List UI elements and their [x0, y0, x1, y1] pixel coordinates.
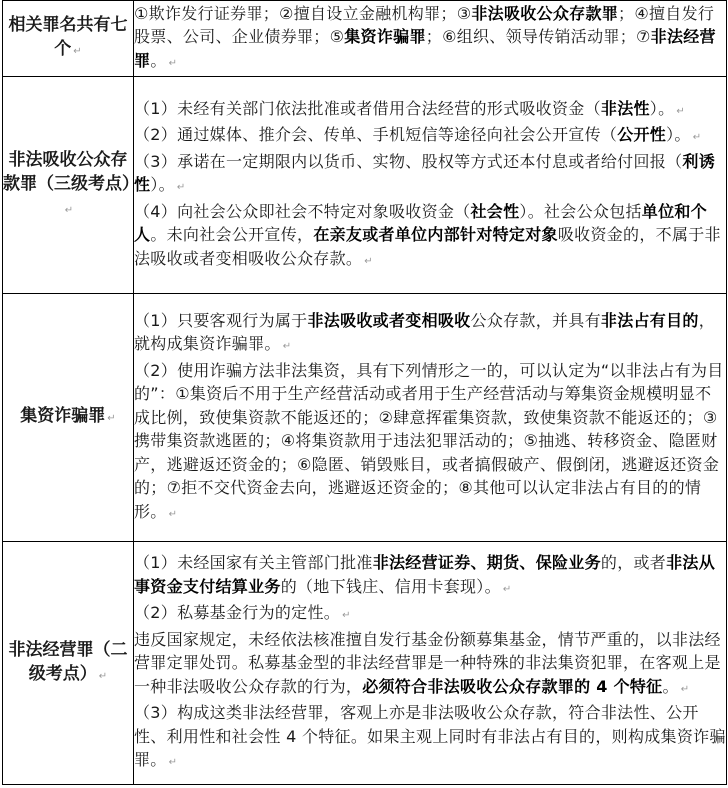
table-row-illegal-deposit	[3, 77, 727, 294]
table-row-illegal-business	[3, 542, 727, 785]
content-paragraph	[134, 200, 726, 274]
emphasis-text: 非法吸收公众存款罪	[471, 3, 619, 23]
emphasis-text: 社会性	[470, 201, 520, 221]
row-content	[134, 77, 727, 294]
content-paragraph	[134, 150, 726, 200]
body-text: （2）通过媒体、推介会、传单、手机短信等途径向社会公开宣传（	[134, 125, 618, 145]
emphasis-text: 非法性	[600, 98, 650, 118]
content-paragraph	[134, 628, 726, 702]
emphasis-text: 非法从事资金支付结算业务	[134, 553, 715, 596]
body-text: 公众存款，并具有	[470, 310, 601, 330]
paragraph-mark-icon: ↵	[98, 670, 108, 682]
paragraph-mark-icon: ↵	[364, 255, 373, 267]
crime-comparison-table	[2, 0, 727, 785]
body-text: 违反国家规定，未经依法核准擅自发行基金份额募集基金，情节严重的，以非法经营罪定罪处罚。私募基金型的非法经营罪是一种特殊的非法集资犯罪，在客观上是一种非法吸收公众存款的行为，	[134, 629, 721, 696]
emphasis-text: 利诱性	[134, 151, 715, 195]
emphasis-text: 非法占有目的	[600, 310, 699, 330]
row-content	[134, 542, 727, 785]
body-text: （4）向社会公众即社会不特定对象吸收资金（	[134, 201, 471, 221]
emphasis-text: 必须符合非法吸收公众存款罪的 4 个特征	[362, 676, 663, 696]
content-paragraph	[134, 2, 726, 76]
body-text: （2）使用诈骗方法非法集资，具有下列情形之一的，可以认定为“以非法占有为目的”：①集资后不用于生产经营活动或者用于生产经营活动与筹集资金规模明显不成比例，致使集资款不能返还的；②肆意挥霍集资款，致使集资款不能返还的；③携带集资款逃匿的；④将集资款用于违法犯罪活动的；⑤抽逃、转移资金、隐匿财产，逃避返还资金的；⑥隐匿、销毁账目，或者搞假破产、假倒闭，逃避返还资金的；⑦拒不交代资金去向，逃避返还资金的；⑧其他可以认定非法占有目的的情形。	[134, 360, 724, 521]
paragraph-mark-icon: ↵	[168, 508, 178, 520]
paragraph-mark-icon: ↵	[676, 105, 686, 117]
emphasis-text: 非法吸收或者变相吸收	[307, 310, 471, 330]
body-text: ）。	[666, 125, 691, 145]
paragraph-mark-icon: ↵	[64, 204, 74, 216]
row-content	[134, 1, 727, 77]
paragraph-mark-icon: ↵	[176, 182, 186, 194]
body-text: ；④擅自发行股票、公司、企业债券罪；⑤	[134, 3, 715, 47]
emphasis-text: 单位和个人	[134, 201, 707, 245]
content-paragraph	[134, 309, 726, 359]
body-text: ）。	[649, 98, 675, 118]
body-text: （2）私募基金行为的定性。	[134, 603, 341, 623]
content-paragraph	[134, 97, 726, 124]
table-row-fundraising-fraud	[3, 294, 727, 542]
paragraph-mark-icon: ↵	[107, 413, 116, 424]
paragraph-mark-icon: ↵	[342, 610, 351, 622]
body-text: （3）承诺在一定期限内以货币、实物、股权等方式还本付息或者给付回报（	[134, 151, 683, 171]
emphasis-text: 公开性	[617, 125, 667, 145]
body-text: ，就构成集资诈骗罪。	[134, 310, 716, 354]
row-content	[134, 294, 727, 542]
paragraph-mark-icon: ↵	[692, 132, 702, 144]
content-paragraph	[134, 359, 726, 527]
row-label: 非法经营罪（二级考点） ↵	[3, 542, 134, 785]
body-text: 。未向社会公开宣传，	[150, 225, 314, 245]
row-label: 集资诈骗罪 ↵	[3, 294, 134, 542]
body-text: ）。	[150, 175, 175, 195]
emphasis-text: 在亲友或者单位内部针对特定对象	[313, 225, 558, 245]
content-paragraph	[134, 551, 726, 601]
emphasis-text: 非法经营证券、期货、保险业务	[372, 553, 601, 573]
paragraph-mark-icon: ↵	[73, 46, 82, 57]
content-paragraph	[134, 601, 726, 628]
row-label: 相关罪名共有七个 ↵	[3, 1, 134, 77]
body-text: 。	[662, 676, 679, 696]
body-text: 的（地下钱庄、信用卡套现）。	[280, 576, 501, 596]
paragraph-mark-icon: ↵	[282, 341, 292, 353]
content-paragraph	[134, 123, 726, 150]
emphasis-text: 集资诈骗罪	[344, 27, 426, 47]
row-label: 非法吸收公众存款罪（三级考点）↵	[3, 77, 134, 294]
paragraph-mark-icon: ↵	[168, 757, 178, 769]
body-text: ①欺诈发行证券罪；②擅自设立金融机构罪；③	[134, 3, 472, 23]
body-text: （3）构成这类非法经营罪，客观上亦是非法吸收公众存款，符合非法性、公开性、利用性和社会性 4 个特征。如果主观上同时有非法占有目的，则构成集资诈骗罪。	[134, 703, 726, 770]
paragraph-mark-icon: ↵	[502, 583, 512, 595]
paragraph-mark-icon: ↵	[680, 683, 690, 695]
table-row-related-crimes	[3, 1, 727, 77]
body-text: ；⑥组织、领导传销活动罪；⑦	[425, 27, 651, 47]
content-paragraph	[134, 701, 726, 775]
paragraph-mark-icon: ↵	[168, 57, 178, 69]
body-text: （1）未经有关部门依法批准或者借用合法经营的形式吸收资金（	[134, 98, 601, 118]
body-text: （1）只要客观行为属于	[134, 310, 308, 330]
body-text: 吸收资金的，不属于非法吸收或者变相吸收公众存款。	[134, 225, 721, 268]
emphasis-text: 非法经营罪	[134, 27, 716, 70]
body-text: （1）未经国家有关主管部门批准	[134, 553, 373, 573]
body-text: 。	[150, 50, 167, 70]
body-text: ）。社会公众包括	[519, 201, 642, 221]
body-text: 的，或者	[600, 553, 667, 573]
